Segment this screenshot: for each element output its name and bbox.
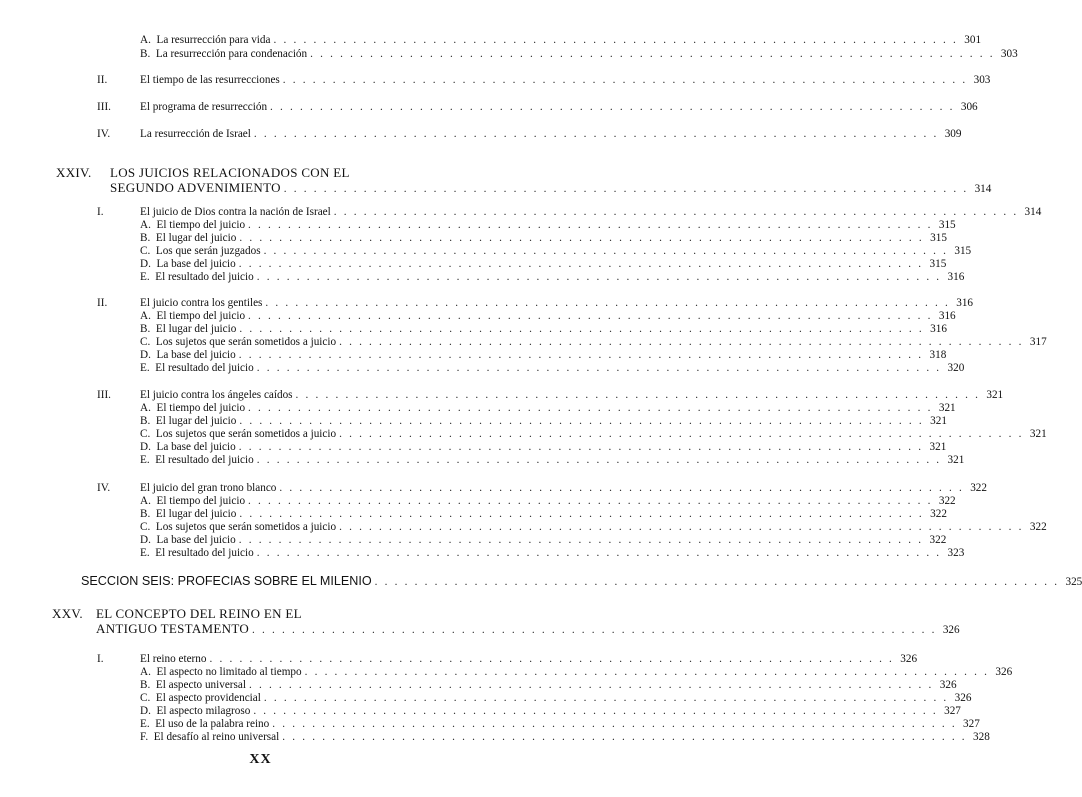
toc-entry-label: A. El tiempo del juicio xyxy=(140,495,246,507)
toc-entry-label: A. La resurrección para vida xyxy=(140,34,271,46)
section-number: I. xyxy=(97,206,104,218)
dot-leader: . . . . . . . . . . . . . . . . . . . . . . . . . . . . . . . . . . . . . . . . . . . . . . . . . . . . . . . . . . . . . . . . . . . . . xyxy=(248,495,933,507)
dot-leader: . . . . . . . . . . . . . . . . . . . . . . . . . . . . . . . . . . . . . . . . . . . . . . . . . . . . . . . . . . . . . . . . . . . . . xyxy=(304,666,990,678)
toc-entry xyxy=(140,128,962,141)
toc-page-number: 328 xyxy=(973,731,990,743)
toc-page-number: 309 xyxy=(944,128,962,140)
toc-page-number: 322 xyxy=(970,482,987,494)
toc-page-number: 301 xyxy=(964,34,982,46)
chapter-title: SEGUNDO ADVENIMIENTO xyxy=(110,180,281,195)
toc-page-number: 315 xyxy=(929,258,947,270)
toc-entry xyxy=(140,718,980,731)
dot-leader: . . . . . . . . . . . . . . . . . . . . . . . . . . . . . . . . . . . . . . . . . . . . . . . . . . . . . . . . . . . . . . . . . . . . . xyxy=(295,389,981,401)
dot-leader: . . . . . . . . . . . . . . . . . . . . . . . . . . . . . . . . . . . . . . . . . . . . . . . . . . . . . . . . . . . . . . . . . . . . . xyxy=(333,206,1019,218)
page-number: XX xyxy=(249,752,272,767)
toc-entry xyxy=(140,666,1013,679)
toc-page-number: 321 xyxy=(930,415,947,427)
toc-entry xyxy=(140,508,947,521)
dot-leader: . . . . . . . . . . . . . . . . . . . . . . . . . . . . . . . . . . . . . . . . . . . . . . . . . . . . . . . . . . . . . . . . . . . . . xyxy=(238,534,924,546)
toc-page-number: 326 xyxy=(939,679,957,691)
dot-leader: . . . . . . . . . . . . . . . . . . . . . . . . . . . . . . . . . . . . . . . . . . . . . . . . . . . . . . . . . . . . . . . . . . . . . xyxy=(238,258,924,270)
toc-entry-label: E. El uso de la palabra reino xyxy=(140,718,270,730)
dot-leader: . . . . . . . . . . . . . . . . . . . . . . . . . . . . . . . . . . . . . . . . . . . . . . . . . . . . . . . . . . . . . . . . . . . . . xyxy=(239,508,924,520)
toc-page-number: 321 xyxy=(947,454,965,466)
chapter-title: ANTIGUO TESTAMENTO xyxy=(96,621,250,636)
toc-page-number: 321 xyxy=(1029,428,1047,440)
dot-leader: . . . . . . . . . . . . . . . . . . . . . . . . . . . . . . . . . . . . . . . . . . . . . . . . . . . . . . . . . . . . . . . . . . . . . xyxy=(239,415,924,427)
dot-leader: . . . . . . . . . . . . . . . . . . . . . . . . . . . . . . . . . . . . . . . . . . . . . . . . . . . . . . . . . . . . . . . . . . . . . xyxy=(279,482,964,494)
toc-page-number: 326 xyxy=(954,692,972,704)
toc-entry-label: F. El desafío al reino universal xyxy=(140,731,280,743)
toc-entry xyxy=(140,336,1047,349)
toc-page-number: 306 xyxy=(960,101,978,113)
toc-page-number: 320 xyxy=(947,362,965,374)
toc-entry xyxy=(140,74,991,87)
toc-entry xyxy=(140,653,918,666)
dot-leader: . . . . . . . . . . . . . . . . . . . . . . . . . . . . . . . . . . . . . . . . . . . . . . . . . . . . . . . . . . . . . . . . . . . . . xyxy=(248,219,933,231)
toc-entry-label: A. El aspecto no limitado al tiempo xyxy=(140,666,302,678)
toc-entry xyxy=(140,310,956,323)
toc-entry-label: B. El lugar del juicio xyxy=(140,508,237,520)
dot-leader: . . . . . . . . . . . . . . . . . . . . . . . . . . . . . . . . . . . . . . . . . . . . . . . . . . . . . . . . . . . . . . . . . . . . . xyxy=(248,679,934,691)
toc-entry xyxy=(140,679,957,692)
toc-entry-label: C. Los que serán juzgados xyxy=(140,245,261,257)
dot-leader: . . . . . . . . . . . . . . . . . . . . . . . . . . . . . . . . . . . . . . . . . . . . . . . . . . . . . . . . . . . . . . . . . . . . . xyxy=(265,297,950,309)
toc-entry-label: E. El resultado del juicio xyxy=(140,454,254,466)
chapter-number: XXV. xyxy=(52,606,83,621)
dot-leader: . . . . . . . . . . . . . . . . . . . . . . . . . . . . . . . . . . . . . . . . . . . . . . . . . . . . . . . . . . . . . . . . . . . . . xyxy=(256,454,942,466)
chapter-title: EL CONCEPTO DEL REINO EN EL xyxy=(96,606,302,621)
toc-page-number: 315 xyxy=(938,219,956,231)
dot-leader: . . . . . . . . . . . . . . . . . . . . . . . . . . . . . . . . . . . . . . . . . . . . . . . . . . . . . . . . . . . . . . . . . . . . . xyxy=(263,245,949,257)
toc-entry-label: El juicio del gran trono blanco xyxy=(140,482,277,494)
toc-entry-label: D. El aspecto milagroso xyxy=(140,705,251,717)
toc-page-number: 326 xyxy=(900,653,918,665)
toc-entry xyxy=(140,206,1042,219)
toc-entry-label: C. El aspecto providencial xyxy=(140,692,261,704)
toc-entry xyxy=(140,362,965,375)
toc-entry-label: C. Los sujetos que serán sometidos a juicio xyxy=(140,428,337,440)
toc-entry xyxy=(140,349,947,362)
chapter-number: XXIV. xyxy=(56,165,92,180)
toc-page-number: 321 xyxy=(938,402,956,414)
toc-entry xyxy=(140,692,972,705)
toc-entry-label: C. Los sujetos que serán sometidos a juicio xyxy=(140,336,337,348)
dot-leader: . . . . . . . . . . . . . . . . . . . . . . . . . . . . . . . . . . . . . . . . . . . . . . . . . . . . . . . . . . . . . . . . . . . . . xyxy=(263,692,949,704)
chapter-entry xyxy=(110,180,992,196)
toc-entry xyxy=(140,402,956,415)
dot-leader: . . . . . . . . . . . . . . . . . . . . . . . . . . . . . . . . . . . . . . . . . . . . . . . . . . . . . . . . . . . . . . . . . . . . . xyxy=(310,48,995,60)
toc-entry-label: A. El tiempo del juicio xyxy=(140,219,246,231)
toc-entry xyxy=(140,389,1004,402)
toc-entry xyxy=(140,534,947,547)
toc-entry-label: A. El tiempo del juicio xyxy=(140,310,246,322)
toc-entry-label: El juicio contra los gentiles xyxy=(140,297,263,309)
toc-page-number: 326 xyxy=(995,666,1013,678)
dot-leader: . . . . . . . . . . . . . . . . . . . . . . . . . . . . . . . . . . . . . . . . . . . . . . . . . . . . . . . . . . . . . . . . . . . . . xyxy=(253,128,939,140)
toc-page-number: 315 xyxy=(954,245,972,257)
dot-leader: . . . . . . . . . . . . . . . . . . . . . . . . . . . . . . . . . . . . . . . . . . . . . . . . . . . . . . . . . . . . . . . . . . . . . xyxy=(256,547,942,559)
toc-entry-label: D. La base del juicio xyxy=(140,349,236,361)
toc-page-number: 314 xyxy=(1024,206,1042,218)
toc-entry-label: D. La base del juicio xyxy=(140,534,236,546)
toc-entry-label: El juicio de Dios contra la nación de Israel xyxy=(140,206,331,218)
toc-entry-label: E. El resultado del juicio xyxy=(140,362,254,374)
section-number: IV. xyxy=(97,128,111,140)
toc-entry-label: E. El resultado del juicio xyxy=(140,547,254,559)
toc-entry xyxy=(140,297,973,310)
toc-page-number: 303 xyxy=(1000,48,1018,60)
toc-page-number: 327 xyxy=(963,718,980,730)
dot-leader: . . . . . . . . . . . . . . . . . . . . . . . . . . . . . . . . . . . . . . . . . . . . . . . . . . . . . . . . . . . . . . . . . . . . . xyxy=(339,521,1024,533)
dot-leader: . . . . . . . . . . . . . . . . . . . . . . . . . . . . . . . . . . . . . . . . . . . . . . . . . . . . . . . . . . . . . . . . . . . . . xyxy=(272,718,957,730)
dot-leader: . . . . . . . . . . . . . . . . . . . . . . . . . . . . . . . . . . . . . . . . . . . . . . . . . . . . . . . . . . . . . . . . . . . . . xyxy=(282,731,967,743)
dot-leader: . . . . . . . . . . . . . . . . . . . . . . . . . . . . . . . . . . . . . . . . . . . . . . . . . . . . . . . . . . . . . . . . . . . . . xyxy=(256,362,942,374)
toc-entry-label: D. La base del juicio xyxy=(140,258,236,270)
toc-page-number: 316 xyxy=(947,271,965,283)
section-number: IV. xyxy=(97,482,111,494)
toc-entry-label: B. El lugar del juicio xyxy=(140,415,237,427)
dot-leader: . . . . . . . . . . . . . . . . . . . . . . . . . . . . . . . . . . . . . . . . . . . . . . . . . . . . . . . . . . . . . . . . . . . . . xyxy=(256,271,942,283)
toc-entry xyxy=(140,731,990,744)
chapter-entry xyxy=(96,621,960,637)
section-number: II. xyxy=(97,297,108,309)
toc-page-number: 327 xyxy=(944,705,961,717)
toc-page-number: 322 xyxy=(1029,521,1047,533)
toc-entry xyxy=(140,323,947,336)
section-number: III. xyxy=(97,101,111,113)
toc-entry xyxy=(140,48,1018,61)
part-heading xyxy=(81,574,1082,589)
toc-entry xyxy=(140,441,947,454)
dot-leader: . . . . . . . . . . . . . . . . . . . . . . . . . . . . . . . . . . . . . . . . . . . . . . . . . . . . . . . . . . . . . . . . . . . . . xyxy=(238,441,924,453)
toc-entry xyxy=(140,521,1047,534)
section-number: II. xyxy=(97,74,108,86)
toc-entry xyxy=(140,34,982,47)
toc-entry-label: B. La resurrección para condenación xyxy=(140,48,308,60)
toc-entry xyxy=(140,245,972,258)
toc-entry xyxy=(140,428,1047,441)
toc-page-number: 321 xyxy=(929,441,947,453)
toc-page-number: 316 xyxy=(938,310,956,322)
toc-page-number: 321 xyxy=(986,389,1004,401)
toc-page-number: 322 xyxy=(938,495,956,507)
toc-page-number: 325 xyxy=(1065,576,1082,588)
toc-entry xyxy=(140,219,956,232)
toc-page-number: 318 xyxy=(929,349,947,361)
dot-leader: . . . . . . . . . . . . . . . . . . . . . . . . . . . . . . . . . . . . . . . . . . . . . . . . . . . . . . . . . . . . . . . . . . . . . xyxy=(253,705,938,717)
dot-leader: . . . . . . . . . . . . . . . . . . . . . . . . . . . . . . . . . . . . . . . . . . . . . . . . . . . . . . . . . . . . . . . . . . . . . xyxy=(239,232,924,244)
toc-entry xyxy=(140,495,956,508)
dot-leader: . . . . . . . . . . . . . . . . . . . . . . . . . . . . . . . . . . . . . . . . . . . . . . . . . . . . . . . . . . . . . . . . . . . . . xyxy=(209,653,895,665)
dot-leader: . . . . . . . . . . . . . . . . . . . . . . . . . . . . . . . . . . . . . . . . . . . . . . . . . . . . . . . . . . . . . . . . . . . . . xyxy=(248,402,933,414)
dot-leader: . . . . . . . . . . . . . . . . . . . . . . . . . . . . . . . . . . . . . . . . . . . . . . . . . . . . . . . . . . . . . . . . . . . . . xyxy=(339,336,1024,348)
toc-entry-label: E. El resultado del juicio xyxy=(140,271,254,283)
toc-entry-label: El juicio contra los ángeles caídos xyxy=(140,389,293,401)
toc-page-number: 314 xyxy=(974,183,992,195)
dot-leader: . . . . . . . . . . . . . . . . . . . . . . . . . . . . . . . . . . . . . . . . . . . . . . . . . . . . . . . . . . . . . . . . . . . . . xyxy=(270,101,955,113)
dot-leader: . . . . . . . . . . . . . . . . . . . . . . . . . . . . . . . . . . . . . . . . . . . . . . . . . . . . . . . . . . . . . . . . . . . . . xyxy=(339,428,1024,440)
toc-entry-label: D. La base del juicio xyxy=(140,441,236,453)
toc-page-number: 315 xyxy=(930,232,947,244)
toc-page-number: 322 xyxy=(930,508,947,520)
dot-leader: . . . . . . . . . . . . . . . . . . . . . . . . . . . . . . . . . . . . . . . . . . . . . . . . . . . . . . . . . . . . . . . . . . . . . xyxy=(282,74,968,86)
toc-page-number: 317 xyxy=(1029,336,1047,348)
toc-entry xyxy=(140,547,965,560)
dot-leader: . . . . . . . . . . . . . . . . . . . . . . . . . . . . . . . . . . . . . . . . . . . . . . . . . . . . . . . . . . . . . . . . . . . . . xyxy=(248,310,933,322)
toc-entry-label: A. El tiempo del juicio xyxy=(140,402,246,414)
toc-entry xyxy=(140,271,965,284)
toc-entry-label: El tiempo de las resurrecciones xyxy=(140,74,280,86)
toc-page-number: 322 xyxy=(929,534,947,546)
toc-entry xyxy=(140,232,947,245)
part-title: SECCION SEIS: PROFECIAS SOBRE EL MILENIO xyxy=(81,574,372,588)
toc-entry xyxy=(140,101,978,114)
dot-leader: . . . . . . . . . . . . . . . . . . . . . . . . . . . . . . . . . . . . . . . . . . . . . . . . . . . . . . . . . . . . . . . . . . . . . xyxy=(273,34,959,46)
toc-entry xyxy=(140,258,947,271)
toc-page-number: 326 xyxy=(942,624,960,636)
dot-leader: . . . . . . . . . . . . . . . . . . . . . . . . . . . . . . . . . . . . . . . . . . . . . . . . . . . . . . . . . . . . . . . . . . . . . xyxy=(252,624,937,636)
toc-entry-label: El programa de resurrección xyxy=(140,101,268,113)
toc-entry-label: B. El lugar del juicio xyxy=(140,232,237,244)
toc-entry-label: La resurrección de Israel xyxy=(140,128,251,140)
toc-page-number: 316 xyxy=(930,323,947,335)
toc-entry-label: C. Los sujetos que serán sometidos a juicio xyxy=(140,521,337,533)
chapter-title: LOS JUICIOS RELACIONADOS CON EL xyxy=(110,165,350,180)
dot-leader: . . . . . . . . . . . . . . . . . . . . . . . . . . . . . . . . . . . . . . . . . . . . . . . . . . . . . . . . . . . . . . . . . . . . . xyxy=(239,323,924,335)
toc-page-number: 303 xyxy=(973,74,991,86)
dot-leader: . . . . . . . . . . . . . . . . . . . . . . . . . . . . . . . . . . . . . . . . . . . . . . . . . . . . . . . . . . . . . . . . . . . . . xyxy=(374,576,1060,588)
toc-page-number: 323 xyxy=(947,547,965,559)
toc-entry xyxy=(140,482,987,495)
toc-entry xyxy=(140,415,947,428)
section-number: III. xyxy=(97,389,111,401)
toc-entry-label: B. El lugar del juicio xyxy=(140,323,237,335)
dot-leader: . . . . . . . . . . . . . . . . . . . . . . . . . . . . . . . . . . . . . . . . . . . . . . . . . . . . . . . . . . . . . . . . . . . . . xyxy=(283,183,969,195)
toc-page-number: 316 xyxy=(956,297,973,309)
toc-entry-label: El reino eterno xyxy=(140,653,207,665)
toc-entry xyxy=(140,705,961,718)
toc-entry xyxy=(140,454,965,467)
toc-entry-label: B. El aspecto universal xyxy=(140,679,246,691)
section-number: I. xyxy=(97,653,104,665)
dot-leader: . . . . . . . . . . . . . . . . . . . . . . . . . . . . . . . . . . . . . . . . . . . . . . . . . . . . . . . . . . . . . . . . . . . . . xyxy=(238,349,924,361)
